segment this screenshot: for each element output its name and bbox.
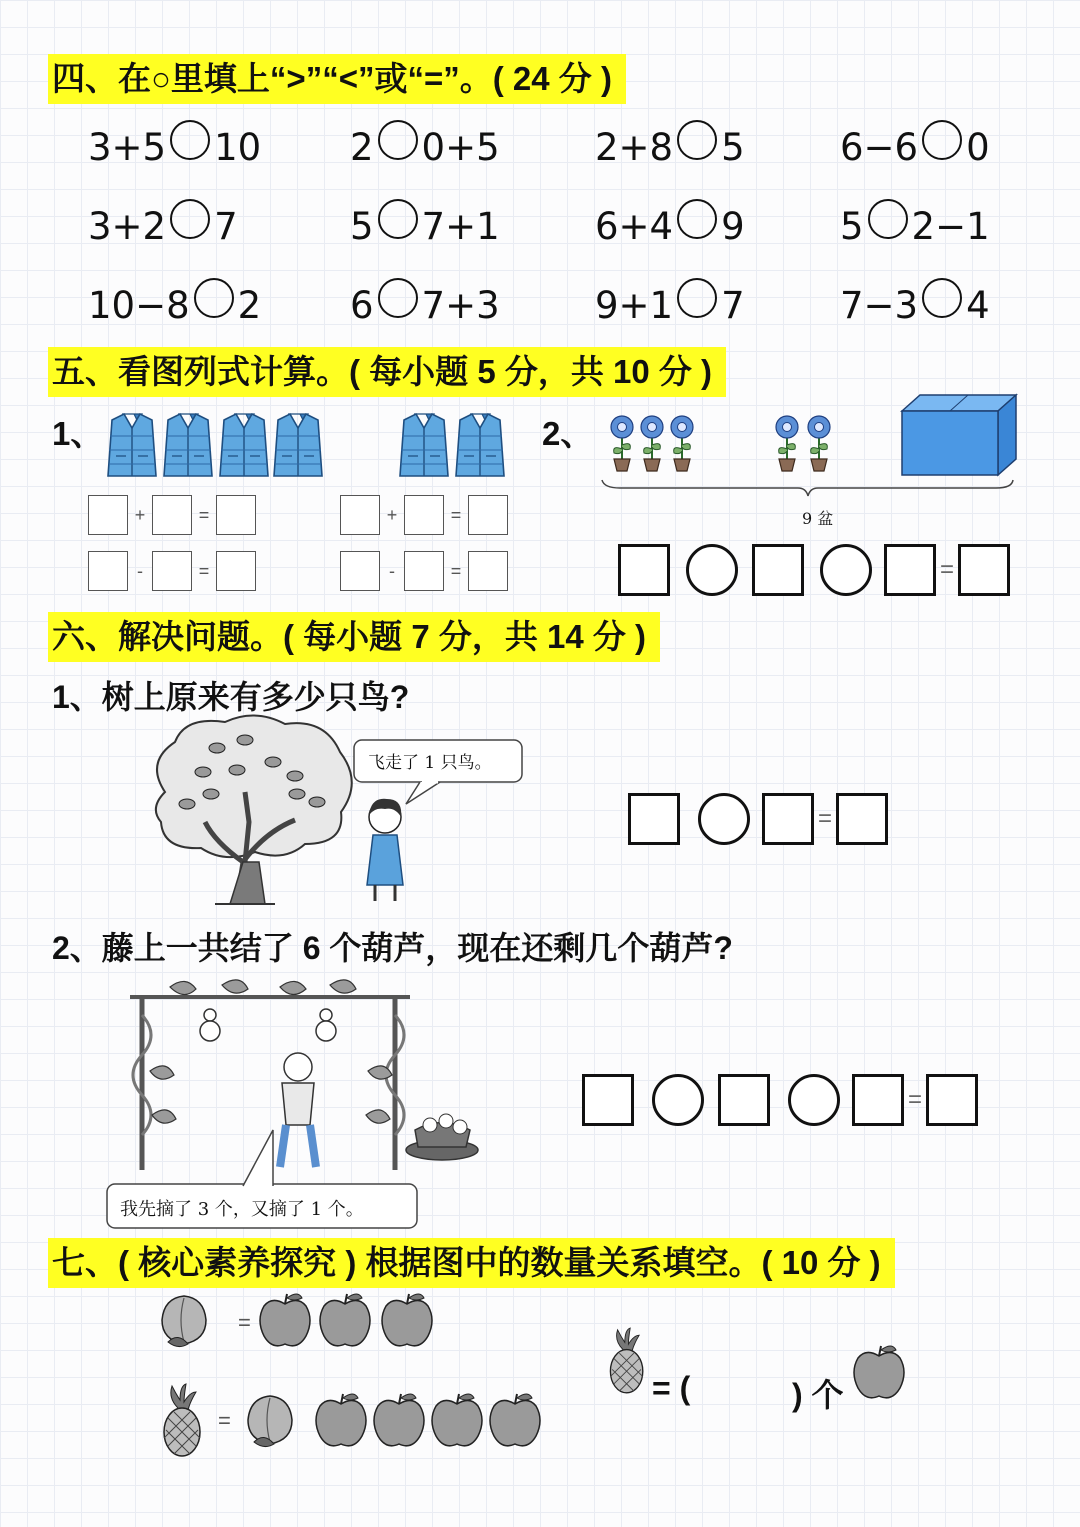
equation-5-1a-add: + = <box>88 495 256 535</box>
answer-box[interactable] <box>762 793 814 845</box>
answer-prefix: = ( <box>652 1370 691 1406</box>
answer-box[interactable] <box>852 1074 904 1126</box>
answer-box[interactable] <box>216 495 256 535</box>
equation-5-1a-sub: - = <box>88 551 256 591</box>
girl-illustration <box>355 795 415 905</box>
answer-box[interactable] <box>404 495 444 535</box>
comparison-right: 2−1 <box>911 205 990 248</box>
comparison-left: 6−6 <box>840 126 919 169</box>
equation-5-2: = <box>618 544 1010 596</box>
answer-box[interactable] <box>958 544 1010 596</box>
pineapple-icon <box>605 1328 655 1398</box>
answer-box[interactable] <box>836 793 888 845</box>
equation-6-2: = <box>582 1074 978 1126</box>
comparison-right: 0 <box>966 126 990 169</box>
comparison-item <box>88 126 261 169</box>
answer-box[interactable] <box>340 495 380 535</box>
vest-group-right <box>400 412 510 478</box>
comparison-right: 9 <box>721 205 745 248</box>
operator-circle[interactable] <box>698 793 750 845</box>
section-6-title: 六、解决问题。( 每小题 7 分，共 14 分 ) <box>48 612 660 662</box>
operator-circle[interactable] <box>686 544 738 596</box>
answer-box[interactable] <box>618 544 670 596</box>
comparison-item <box>595 205 745 248</box>
fruit-icons <box>0 0 1 1</box>
answer-box[interactable] <box>718 1074 770 1126</box>
answer-box[interactable] <box>468 551 508 591</box>
operator-circle[interactable] <box>820 544 872 596</box>
total-brace <box>600 478 1015 498</box>
operator-circle[interactable] <box>652 1074 704 1126</box>
comparison-right: 4 <box>966 284 990 327</box>
comparison-circle[interactable] <box>868 199 908 239</box>
answer-box[interactable] <box>152 551 192 591</box>
answer-suffix: ) 个 <box>792 1377 844 1413</box>
total-label: 9 盆 <box>802 509 834 528</box>
comparison-circle[interactable] <box>922 120 962 160</box>
comparison-circle[interactable] <box>922 278 962 318</box>
apple-icon <box>852 1344 908 1404</box>
answer-box[interactable] <box>752 544 804 596</box>
comparison-item <box>350 205 500 248</box>
equation-6-1: = <box>628 793 888 845</box>
vest-group-left <box>108 412 328 478</box>
comparison-item <box>595 126 745 169</box>
comparison-right: 7+3 <box>421 284 500 327</box>
comparison-left: 5 <box>350 205 374 248</box>
comparison-left: 2 <box>350 126 374 169</box>
section-4-title: 四、在○里填上“>”“<”或“=”。( 24 分 ) <box>48 54 626 104</box>
blue-box-icon <box>898 393 1018 477</box>
comparison-circle[interactable] <box>378 120 418 160</box>
comparison-right: 7 <box>721 284 745 327</box>
equals-sign-2: = <box>218 1408 231 1433</box>
answer-box[interactable] <box>340 551 380 591</box>
answer-box[interactable] <box>88 495 128 535</box>
comparison-left: 5 <box>840 205 864 248</box>
answer-box[interactable] <box>884 544 936 596</box>
comparison-left: 3+5 <box>88 126 167 169</box>
peach-equals-apples <box>158 1290 448 1352</box>
comparison-item <box>595 284 745 327</box>
answer-box[interactable] <box>926 1074 978 1126</box>
comparison-left: 3+2 <box>88 205 167 248</box>
comparison-right: 7 <box>214 205 238 248</box>
comparison-left: 10−8 <box>88 284 190 327</box>
comparison-right: 7+1 <box>421 205 500 248</box>
flower-pots-right <box>775 415 835 475</box>
comparison-item <box>840 126 990 169</box>
comparison-circle[interactable] <box>194 278 234 318</box>
equation-5-1b-sub: - = <box>340 551 508 591</box>
section-7-title: 七、( 核心素养探究 ) 根据图中的数量关系填空。( 10 分 ) <box>48 1238 895 1288</box>
comparison-item <box>350 126 500 169</box>
comparison-right: 0+5 <box>421 126 500 169</box>
comparison-right: 2 <box>237 284 262 327</box>
answer-box[interactable] <box>404 551 444 591</box>
question-5-1-number: 1、 <box>52 415 104 452</box>
comparison-circle[interactable] <box>170 120 210 160</box>
answer-box[interactable] <box>152 495 192 535</box>
comparison-left: 6+4 <box>595 205 674 248</box>
speech-bubble-2-text: 我先摘了 3 个，又摘了 1 个。 <box>120 1199 364 1220</box>
question-6-1: 1、树上原来有多少只鸟? <box>52 679 410 715</box>
answer-box[interactable] <box>582 1074 634 1126</box>
comparison-circle[interactable] <box>378 278 418 318</box>
comparison-circle[interactable] <box>378 199 418 239</box>
equation-5-1b-add: + = <box>340 495 508 535</box>
question-6-2: 2、藤上一共结了 6 个葫芦，现在还剩几个葫芦? <box>52 930 733 966</box>
comparison-right: 5 <box>721 126 745 169</box>
equals-sign-1: = <box>238 1310 251 1335</box>
comparison-item <box>840 284 990 327</box>
speech-bubble-1-text: 飞走了 1 只鸟。 <box>368 753 492 773</box>
answer-box[interactable] <box>628 793 680 845</box>
comparison-left: 9+1 <box>595 284 674 327</box>
comparison-left: 7−3 <box>840 284 919 327</box>
bird-tree-illustration <box>145 712 360 907</box>
comparison-circle[interactable] <box>170 199 210 239</box>
comparison-left: 2+8 <box>595 126 674 169</box>
operator-circle[interactable] <box>788 1074 840 1126</box>
comparison-item <box>88 205 238 248</box>
answer-blank[interactable] <box>700 1368 792 1408</box>
answer-box[interactable] <box>88 551 128 591</box>
comparison-item <box>840 205 990 248</box>
answer-box[interactable] <box>216 551 256 591</box>
answer-box[interactable] <box>468 495 508 535</box>
question-5-2-number: 2、 <box>542 415 594 452</box>
comparison-item <box>88 284 261 327</box>
section-5-title: 五、看图列式计算。( 每小题 5 分，共 10 分 ) <box>48 347 726 397</box>
comparison-item <box>350 284 500 327</box>
flower-pots-left <box>610 415 700 475</box>
comparison-left: 6 <box>350 284 374 327</box>
comparison-right: 10 <box>214 126 262 169</box>
comparison-circle[interactable] <box>677 278 717 318</box>
comparison-circle[interactable] <box>677 120 717 160</box>
comparison-circle[interactable] <box>677 199 717 239</box>
